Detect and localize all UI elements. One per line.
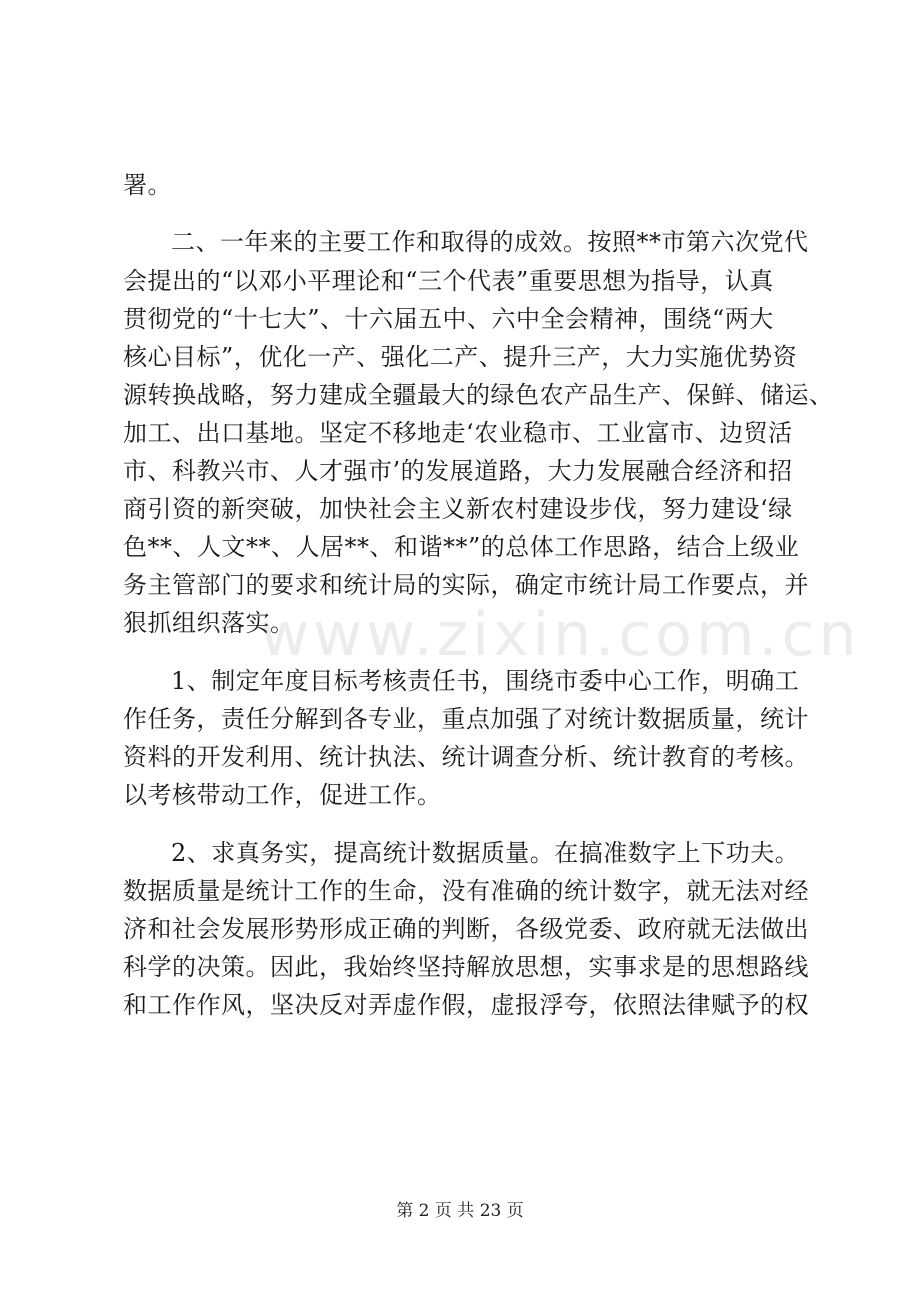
text-line-20: 科学的决策。因此，我始终坚持解放思想，实事求是的思想路线 xyxy=(123,953,809,981)
text-line-1: 署。 xyxy=(123,171,172,199)
text-line-11: 务主管部门的要求和统计局的实际，确定市统计局工作要点，并 xyxy=(123,571,809,599)
text-line-15: 资料的开发利用、统计执法、统计调查分析、统计教育的考核。 xyxy=(123,743,809,771)
text-line-13: 1、制定年度目标考核责任书，围绕市委中心工作，明确工 xyxy=(171,667,800,695)
text-line-3: 会提出的“以邓小平理论和“三个代表”重要思想为指导，认真 xyxy=(123,267,774,295)
text-line-12: 狠抓组织落实。 xyxy=(123,609,295,637)
text-line-19: 济和社会发展形势形成正确的判断，各级党委、政府就无法做出 xyxy=(123,915,809,943)
text-line-9: 商引资的新突破，加快社会主义新农村建设步伐，努力建设‘绿 xyxy=(123,495,793,523)
text-line-4: 贯彻党的“十七大”、十六届五中、六中全会精神，围绕“两大 xyxy=(123,305,774,333)
text-line-16: 以考核带动工作，促进工作。 xyxy=(123,781,442,809)
watermark: www.zixin.com.cn xyxy=(260,600,861,670)
text-line-2: 二、一年来的主要工作和取得的成效。按照**市第六次党代 xyxy=(171,228,809,256)
text-line-14: 作任务，责任分解到各专业，重点加强了对统计数据质量，统计 xyxy=(123,705,809,733)
text-line-7: 加工、出口基地。坚定不移地走‘农业稳市、工业富市、边贸活 xyxy=(123,419,793,447)
text-line-5: 核心目标”，优化一产、强化二产、提升三产，大力实施优势资 xyxy=(123,343,798,371)
text-line-8: 市、科教兴市、人才强市’的发展道路，大力发展融合经济和招 xyxy=(123,457,793,485)
text-line-10: 色**、人文**、人居**、和谐**”的总体工作思路，结合上级业 xyxy=(123,533,800,561)
text-line-21: 和工作作风，坚决反对弄虚作假，虚报浮夸，依照法律赋予的权 xyxy=(123,991,809,1019)
text-line-17: 2、求真务实，提高统计数据质量。在搞准数字上下功夫。 xyxy=(171,839,800,867)
page-number-footer: 第 2 页 共 23 页 xyxy=(396,1201,524,1221)
text-line-6: 源转换战略，努力建成全疆最大的绿色农产品生产、保鲜、储运、 xyxy=(123,381,834,409)
text-line-18: 数据质量是统计工作的生命，没有准确的统计数字，就无法对经 xyxy=(123,877,809,905)
